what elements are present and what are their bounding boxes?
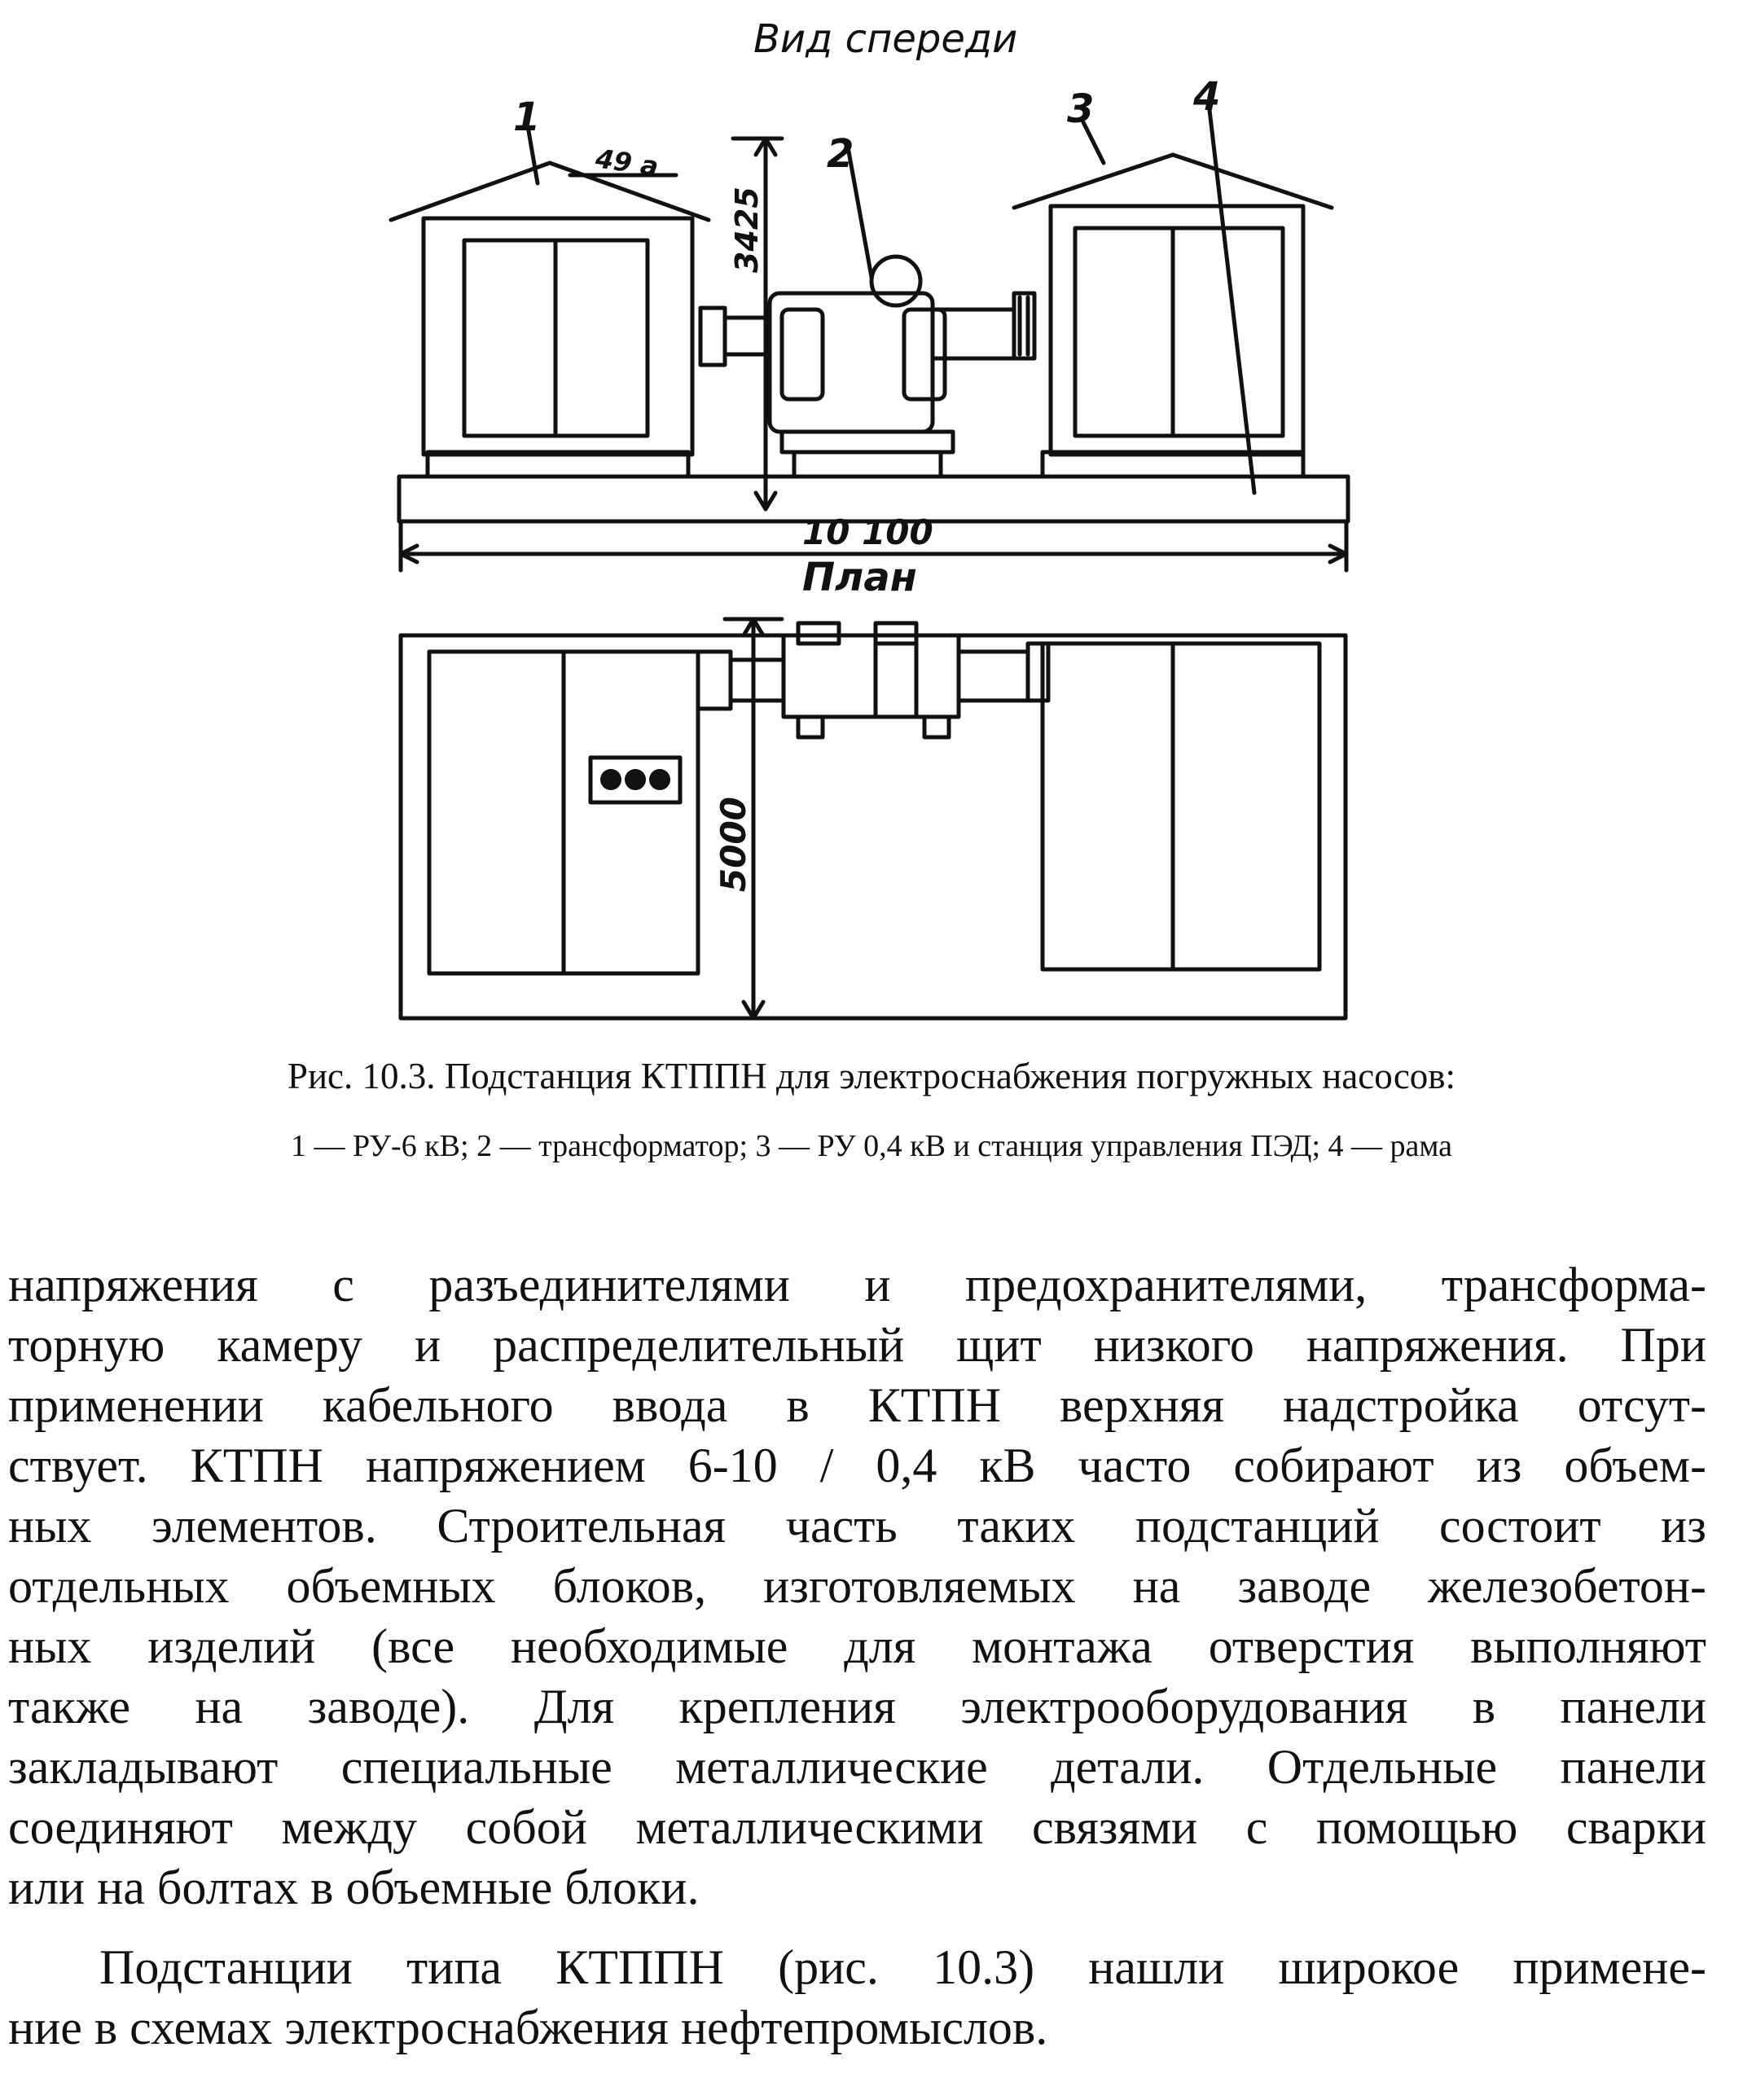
transformer-base [782,432,953,452]
body-text [8,1254,1706,2058]
transformer-tank [770,293,933,432]
plan-view-label: План [802,555,917,600]
radiator-left [782,310,823,399]
callout-2: 2 [827,131,854,177]
height-dimension: 3425 [729,187,765,273]
callout-3: 3 [1067,86,1095,132]
plan-frame [401,635,1346,1018]
conservator [872,257,920,305]
text-line: ных изделий (все необходимые для монтажа отверстия выполняют [8,1619,1706,1673]
paragraph-2-line: ние в схемах электроснабжения нефтепромыслов. [8,2001,1048,2054]
figure-caption-legend: 1 — РУ-6 кВ; 2 — трансформатор; 3 — РУ 0,4 кВ и станция управления ПЭД; 4 — рама [290,1129,1453,1163]
radiator-right [904,310,945,399]
text-line: также на заводе). Для крепления электрооборудования в панели [8,1680,1706,1733]
text-line: соединяют между собой металлическими связями с помощью сварки [8,1800,1706,1854]
text-line: торную камеру и распределительный щит низкого напряжения. При [8,1318,1706,1372]
right-bushing [1014,293,1034,358]
length-dimension: 10 100 [802,512,933,552]
left-bushing [700,308,725,365]
right-cabinet-door [1075,228,1283,436]
text-line: напряжения с разъединителями и предохранителями, трансформа- [8,1258,1706,1311]
left-cabinet-roof [391,163,709,220]
text-line: ных элементов. Строительная часть таких подстанций состоит из [8,1499,1706,1553]
plan-transformer [784,635,959,717]
right-cabinet-roof [1014,155,1332,208]
text-line: или на болтах в объемные блоки. [8,1861,700,1914]
roof-mark: 49 а [593,143,661,182]
width-dimension: 5000 [713,797,753,892]
figure-caption-title: Рис. 10.3. Подстанция КТППН для электроснабжения погружных насосов: [287,1056,1456,1096]
callout-1: 1 [513,94,541,140]
plan-right-cabinet [1043,644,1319,969]
front-view-label: Вид спереди [753,16,1018,62]
text-line: применении кабельного ввода в КТПН верхняя надстройка отсут- [8,1378,1706,1432]
right-cabinet-body [1051,206,1303,455]
text-line: отдельных объемных блоков, изготовляемых на заводе железобетон- [8,1559,1706,1613]
paragraph-2-line: Подстанции типа КТППН (рис. 10.3) нашли широкое примене- [99,1940,1706,1994]
text-line: закладывают специальные металлические детали. Отдельные панели [8,1740,1706,1794]
text-line: ствует. КТПН напряжением 6-10 / 0,4 кВ часто собирают из объем- [8,1439,1706,1492]
callout-4: 4 [1193,74,1221,120]
